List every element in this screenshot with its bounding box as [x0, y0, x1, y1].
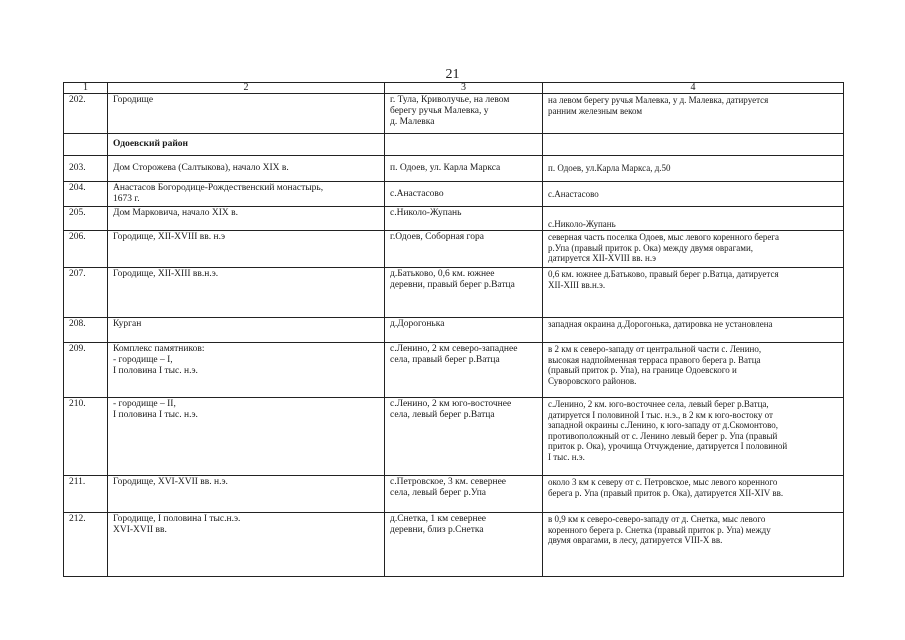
- text-line: с.Петровское, 3 км. севернее: [390, 477, 507, 487]
- row-number: 211.: [64, 476, 108, 513]
- monument-description: [543, 134, 844, 156]
- column-header: 3: [385, 83, 543, 94]
- text-line: берегу ручья Малевка, у: [390, 106, 489, 116]
- text-line: - городище – II,: [113, 399, 176, 409]
- text-line: г. Тула, Криволучье, на левом: [390, 95, 510, 105]
- table-row: [64, 182, 844, 207]
- table-row: [64, 207, 844, 231]
- monument-registry-table: [63, 82, 844, 577]
- monument-name: [108, 182, 385, 207]
- row-number: 204.: [64, 182, 108, 207]
- monument-description: [543, 476, 844, 513]
- text-line: д. Малевка: [390, 117, 435, 127]
- table-row: [64, 231, 844, 268]
- text-line: в 2 км к северо-западу от центральной части с. Ленино,: [548, 344, 762, 354]
- text-line: с.Ленино, 2 км северо-западнее: [390, 344, 518, 354]
- text-line: датируется XII-XVIII вв. н.э: [548, 253, 656, 263]
- text-line: д.Снетка, 1 км севернее: [390, 514, 487, 524]
- monument-description: [543, 231, 844, 268]
- text-line: п. Одоев, ул. Карла Маркса: [390, 163, 501, 173]
- monument-name: [108, 207, 385, 231]
- text-line: села, левый берег р.Ватца: [390, 410, 495, 420]
- text-line: п. Одоев, ул.Карла Маркса, д.50: [548, 163, 671, 174]
- column-header: 2: [108, 83, 385, 94]
- row-number: 203.: [64, 156, 108, 182]
- text-line: села, правый берег р.Ватца: [390, 355, 500, 365]
- row-number: 202.: [64, 94, 108, 134]
- table-header-row: [64, 83, 844, 94]
- monument-description: [543, 182, 844, 207]
- text-line: с.Ленино, 2 км. юго-восточнее села, левый берег р.Ватца,: [548, 399, 769, 409]
- monument-name: [108, 94, 385, 134]
- text-line: Анастасов Богородице-Рождественский монастырь,: [113, 183, 324, 193]
- text-line: (правый приток р. Упа), на границе Одоевского и: [548, 365, 737, 375]
- row-number: [64, 134, 108, 156]
- table-row: [64, 343, 844, 398]
- monument-location: [385, 182, 543, 207]
- monument-location: [385, 398, 543, 476]
- monument-location: [385, 513, 543, 577]
- text-line: деревни, правый берег р.Ватца: [390, 280, 515, 290]
- table-row: [64, 398, 844, 476]
- text-line: западная окраина д.Дорогонька, датировка не установлена: [548, 319, 773, 329]
- text-line: на левом берегу ручья Малевка, у д. Малевка, датируется: [548, 95, 769, 105]
- text-line: 1673 г.: [113, 194, 140, 204]
- monument-location: [385, 134, 543, 156]
- monument-description: [543, 207, 844, 231]
- monument-description: [543, 318, 844, 343]
- text-line: берега р. Упа (правый приток р. Ока), датируется XII-XIV вв.: [548, 487, 784, 498]
- text-line: с.Анастасово: [390, 188, 444, 199]
- table-row: [64, 513, 844, 577]
- table-row: [64, 156, 844, 182]
- text-line: I половина I тыс. н.э.: [113, 366, 198, 376]
- row-number: 207.: [64, 268, 108, 318]
- monument-description: [543, 94, 844, 134]
- row-number: 210.: [64, 398, 108, 476]
- text-line: XII-XIII вв.н.э.: [548, 279, 606, 290]
- text-line: р.Упа (правый приток р. Ока) между двумя оврагами,: [548, 242, 754, 253]
- monument-description: [543, 343, 844, 398]
- text-line: д.Дорогонька: [390, 319, 445, 329]
- text-line: 0,6 км. южнее д.Батьково, правый берег р.Ватца, датируется: [548, 269, 779, 279]
- row-number: 208.: [64, 318, 108, 343]
- text-line: ранним железным веком: [548, 105, 643, 116]
- monument-name: [108, 231, 385, 268]
- text-line: деревни, близ р.Снетка: [390, 525, 484, 535]
- table-row: [64, 268, 844, 318]
- monument-location: [385, 343, 543, 398]
- table-row: [64, 318, 844, 343]
- text-line: Суворовского районов.: [548, 375, 637, 386]
- monument-description: [543, 398, 844, 476]
- page-number: 21: [445, 67, 460, 82]
- text-line: Городище, I половина I тыс.н.э.: [113, 514, 241, 524]
- text-line: с.Николо-Жупань: [390, 208, 462, 218]
- monument-location: [385, 207, 543, 231]
- text-line: XVI-XVII вв.: [113, 525, 167, 535]
- row-number: 212.: [64, 513, 108, 577]
- text-line: приток р. Ока), урочища Отчуждение, датируется I половиной: [548, 441, 788, 451]
- text-line: коренного берега р. Снетка (правый приток р. Упа) между: [548, 524, 771, 535]
- text-line: Городище, XII-XIII вв.н.э.: [113, 269, 219, 279]
- text-line: Комплекс памятников:: [113, 344, 205, 354]
- monument-name: [108, 398, 385, 476]
- monument-name: [108, 318, 385, 343]
- text-line: Городище, XVI-XVII вв. н.э.: [113, 477, 228, 487]
- text-line: I тыс. н.э.: [548, 451, 585, 462]
- text-line: Дом Сторожева (Салтыкова), начало XIX в.: [113, 163, 289, 173]
- text-line: противоположный от с. Ленино левый берег р. Упа (правый: [548, 430, 778, 441]
- text-line: Курган: [113, 319, 142, 329]
- text-line: I половина I тыс. н.э.: [113, 410, 198, 420]
- monument-name: [108, 513, 385, 577]
- text-line: Городище, XII-XVIII вв. н.э: [113, 232, 226, 242]
- section-row: [64, 134, 844, 156]
- text-line: - городище – I,: [113, 355, 173, 365]
- row-number: 205.: [64, 207, 108, 231]
- monument-location: [385, 268, 543, 318]
- text-line: западной окраины с.Ленино, к юго-западу от д.Скомонтово,: [548, 420, 779, 430]
- text-line: двумя оврагами, в лесу, датируется VIII-X вв.: [548, 535, 723, 545]
- monument-description: [543, 268, 844, 318]
- text-line: г.Одоев, Соборная гора: [390, 232, 484, 242]
- monument-location: [385, 231, 543, 268]
- monument-location: [385, 156, 543, 182]
- monument-description: [543, 513, 844, 577]
- monument-location: [385, 476, 543, 513]
- monument-location: [385, 318, 543, 343]
- monument-location: [385, 94, 543, 134]
- text-line: северная часть поселка Одоев, мыс левого коренного берега: [548, 232, 779, 242]
- table-row: [64, 476, 844, 513]
- text-line: Дом Марковича, начало XIX в.: [113, 208, 239, 218]
- text-line: высокая надпойменная терраса правого берега р. Ватца: [548, 354, 761, 365]
- text-line: датируется I половиной I тыс. н.э., в 2 км к юго-востоку от: [548, 409, 773, 420]
- text-line: д.Батьково, 0,6 км. южнее: [390, 269, 495, 279]
- text-line: села, левый берег р.Упа: [390, 488, 487, 498]
- text-line: около 3 км к северу от с. Петровское, мыс левого коренного: [548, 477, 778, 487]
- text-line: с.Ленино, 2 км юго-восточнее: [390, 399, 512, 409]
- text-line: Городище: [113, 95, 154, 105]
- row-number: 209.: [64, 343, 108, 398]
- section-title: Одоевский район: [108, 134, 385, 156]
- column-header: 4: [543, 83, 844, 94]
- table-row: [64, 94, 844, 134]
- text-line: с.Николо-Жупань: [548, 218, 616, 229]
- text-line: в 0,9 км к северо-северо-западу от д. Снетка, мыс левого: [548, 514, 766, 524]
- monument-name: [108, 476, 385, 513]
- row-number: 206.: [64, 231, 108, 268]
- column-header: 1: [64, 83, 108, 94]
- monument-description: [543, 156, 844, 182]
- text-line: с.Анастасово: [548, 188, 599, 199]
- monument-name: [108, 343, 385, 398]
- monument-name: [108, 268, 385, 318]
- monument-name: [108, 156, 385, 182]
